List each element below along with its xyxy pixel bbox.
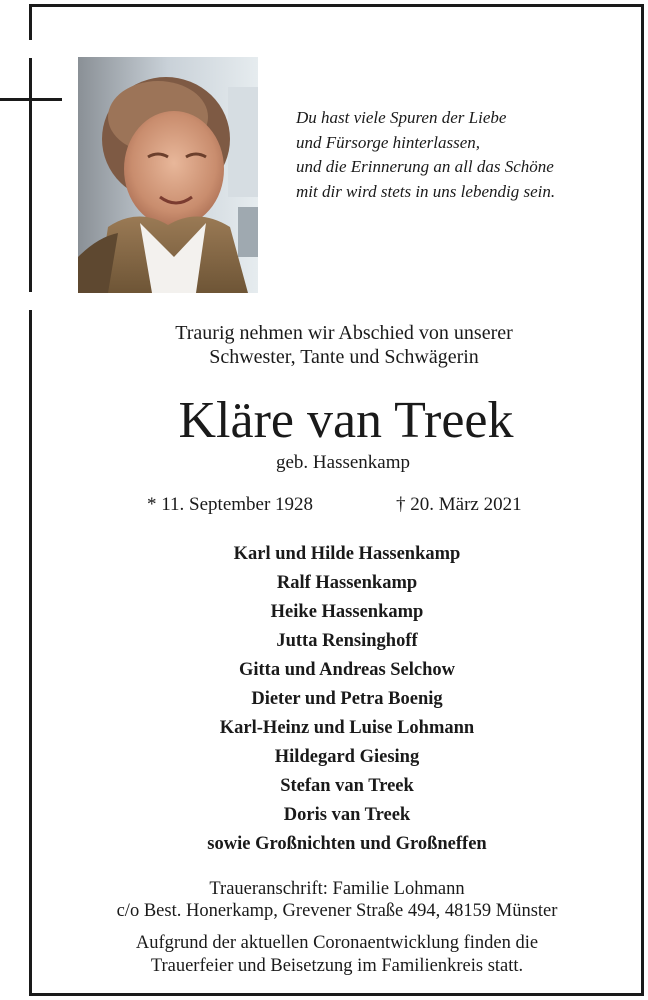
poem-line: mit dir wird stets in uns lebendig sein.: [296, 181, 556, 201]
mourner-entry: Gitta und Andreas Selchow: [238, 660, 456, 680]
mourner-entry: Doris van Treek: [283, 805, 411, 825]
mourner-entry: Heike Hassenkamp: [270, 602, 424, 622]
mourner-entry: Hildegard Giesing: [274, 747, 420, 767]
mourning-address-line: Traueranschrift: Familie Lohmann: [209, 879, 465, 899]
birth-date: * 11. September 1928: [147, 494, 314, 515]
death-date: † 20. März 2021: [396, 494, 522, 515]
poem-line: Du hast viele Spuren der Liebe: [296, 108, 507, 127]
frame-top-border: [30, 4, 644, 7]
portrait-photo: [78, 57, 258, 293]
frame-left-border: [29, 4, 32, 40]
funeral-notice-line: Aufgrund der aktuellen Coronaentwicklung finden die: [135, 933, 539, 953]
frame-bottom-border: [30, 993, 644, 996]
mourner-entry: Karl und Hilde Hassenkamp: [233, 544, 461, 564]
intro-line: Traurig nehmen wir Abschied von unserer: [175, 322, 513, 344]
mourner-entry: Karl-Heinz und Luise Lohmann: [219, 718, 475, 738]
intro-text: [38, 321, 648, 369]
mourner-entry: Ralf Hassenkamp: [276, 573, 418, 593]
mourner-entry: Dieter und Petra Boenig: [251, 689, 443, 709]
mourner-entry: sowie Großnichten und Großneffen: [207, 834, 487, 854]
poem-line: und die Erinnerung an all das Schöne: [296, 157, 554, 176]
intro-line: Schwester, Tante und Schwägerin: [209, 346, 479, 368]
poem-line: und Fürsorge hinterlassen,: [296, 132, 481, 152]
mourner-entry: Jutta Rensinghoff: [276, 631, 418, 651]
poem-verse: [296, 106, 616, 204]
mourners-list: [37, 540, 648, 859]
funeral-notice-line: Trauerfeier und Beisetzung im Familienkreis statt.: [150, 956, 524, 976]
cross-icon: [0, 98, 62, 101]
deceased-name: Kläre van Treek: [178, 392, 514, 449]
mourner-entry: Stefan van Treek: [280, 776, 414, 796]
mourning-address-line: c/o Best. Honerkamp, Grevener Straße 494, 48159 Münster: [116, 901, 558, 921]
cross-vertical: [29, 58, 32, 292]
birth-name: geb. Hassenkamp: [275, 452, 411, 473]
